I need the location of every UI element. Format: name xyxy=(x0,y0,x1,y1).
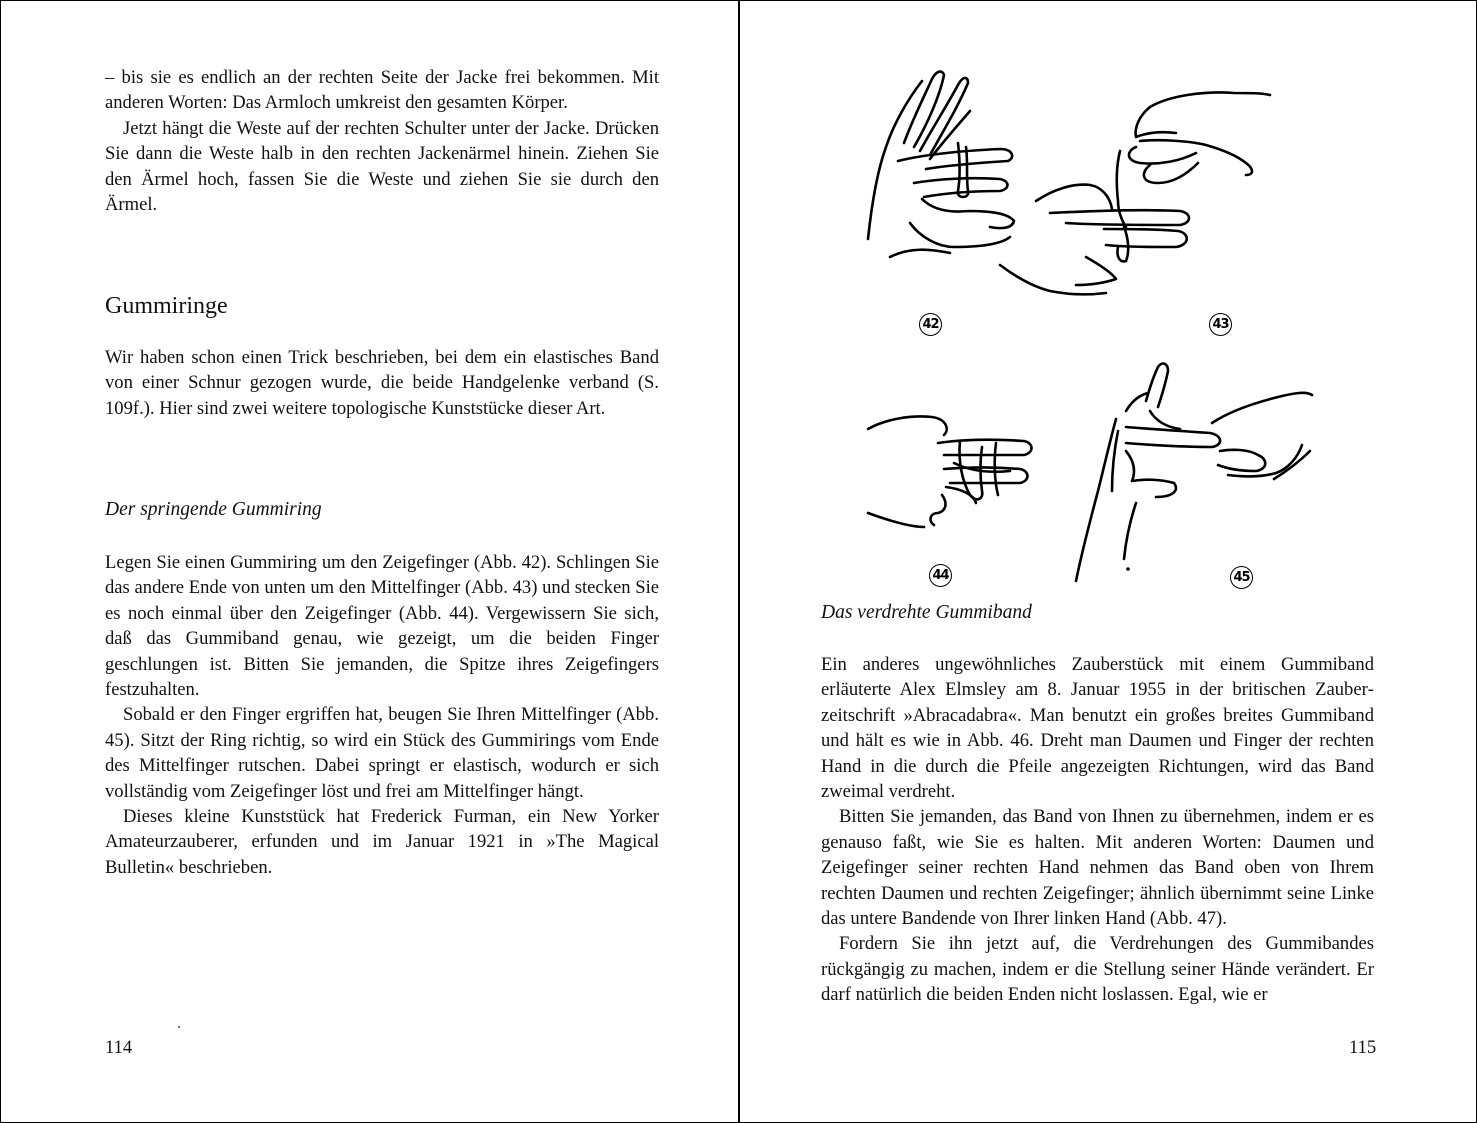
fig45-raised-finger-b xyxy=(1126,393,1148,411)
fig43-finger-b xyxy=(1144,163,1198,183)
print-speck xyxy=(178,1026,180,1028)
page-number: 114 xyxy=(105,1037,133,1058)
fig42-lower xyxy=(890,250,950,257)
fig42-finger-2 xyxy=(904,72,944,147)
subsection-heading: Der springende Gummiring xyxy=(105,499,322,520)
fig45-other-fingers xyxy=(1218,450,1265,471)
figure-number-44: 44 xyxy=(929,564,952,587)
fig44-top xyxy=(868,417,947,436)
fig45-wrist xyxy=(1124,503,1136,559)
fig43-finger-a xyxy=(1129,147,1196,164)
right-body xyxy=(821,652,1374,1008)
fig43-band xyxy=(1117,151,1126,227)
fig44-thumb xyxy=(931,495,946,525)
paragraph: Fordern Sie ihn jetzt auf, die Verdrehungen des Gummibandes rückgängig zu machen, indem er die Stellung seiner Hände verändert. Er darf natürlich die beiden Enden nicht loslassen. Egal, wie er xyxy=(821,933,1374,1006)
section-intro xyxy=(105,345,659,421)
paragraph: Wir haben schon einen Trick beschrieben, bei dem ein elastisches Band von einer Schnur gezogen wurde, die beide Handgelenke verband (S. 109f.). Hier sind zwei weitere topologische Kunststücke dieser Art. xyxy=(105,347,659,419)
paragraph: Dieses kleine Kunststück hat Frederick Furman, ein New Yorker Amateurzauberer, erfunden und im Januar 1921 in »The Magical Bulletin« beschrieben. xyxy=(105,806,659,878)
fig44-middle xyxy=(944,468,1028,484)
figure-number-43: 43 xyxy=(1209,313,1232,336)
paragraph: Ein anderes ungewöhnliches Zauberstück mit einem Gummiband erläuterte Alex Elmsley am 8. Januar 1955 in der britischen Zauberzeitschrift »Abracadabra«. Man benutzt ein großes breites Gummiband und hält es wie in Abb. 46. Dreht man Daumen und Finger der rechten Hand in die durch die Pfeile angezeigten Richtungen, wird das Band zweimal verdreht. xyxy=(821,654,1374,803)
fig43-left-thumb xyxy=(1076,257,1116,285)
left-top-text xyxy=(105,65,659,217)
fig45-other-wrist xyxy=(1274,451,1310,479)
fig42-index xyxy=(898,149,1012,169)
figure-42-drawing xyxy=(868,72,1014,257)
hand-illustrations xyxy=(850,51,1350,601)
fig43-top-hand xyxy=(1150,93,1270,107)
fig45-index xyxy=(1126,427,1220,447)
fig42-finger-1 xyxy=(868,81,922,239)
fig42-palm xyxy=(922,199,1014,228)
figure-number-45: 45 xyxy=(1230,566,1253,589)
fig45-palm xyxy=(1126,451,1176,497)
fig43-top-thumb xyxy=(1136,107,1176,137)
subsection-heading: Das verdrehte Gummiband xyxy=(821,602,1032,623)
section-heading: Gummiringe xyxy=(105,293,228,319)
fig44-index xyxy=(938,440,1032,455)
fig45-hand-left-inner xyxy=(1112,431,1118,491)
subsection-body xyxy=(105,550,659,880)
paragraph: Legen Sie einen Gummiring um den Zeigefinger (Abb. 42). Schlingen Sie das andere Ende von unten um den Mittelfinger (Abb. 43) und stecken Sie es noch einmal über den Zeigefinger (Abb. 44). Vergewissern Sie sich, daß das Gummiband genau, wie gezeigt, um die beiden Finger geschlungen ist. Bitten Sie jemanden, die Spitze ihres Zeigefingers festzuhalten. xyxy=(105,552,659,701)
right-page xyxy=(740,1,1476,1122)
page-number: 115 xyxy=(1349,1037,1377,1058)
figure-44-drawing xyxy=(868,417,1032,528)
fig45-dot xyxy=(1126,567,1130,571)
fig44-lower xyxy=(868,513,924,527)
paragraph: Jetzt hängt die Weste auf der rechten Schulter unter der Jacke. Drücken Sie dann die Weste halb in den rechten Jackenärmel hinein. Ziehen Sie den Ärmel hoch, fassen Sie die Weste und ziehen Sie sie durch den Ärmel. xyxy=(105,117,659,216)
fig43-left-middle xyxy=(1104,229,1187,247)
fig43-band-loop xyxy=(1117,227,1128,261)
figure-number-42: 42 xyxy=(919,313,942,336)
fig45-band xyxy=(1150,411,1180,429)
paragraph: Sobald er den Finger ergriffen hat, beugen Sie Ihren Mittelfinger (Abb. 45). Sitzt der Ring richtig, so wird ein Stück des Gummirings vom Ende des Mittelfinger rutschen. Dabei springt er elastisch, wodurch er sich vollständig vom Zeigefinger löst und frei am Mittelfinger hängt. xyxy=(105,704,659,802)
fig43-left-wrist xyxy=(1000,265,1106,294)
fig45-raised-finger-a xyxy=(1146,364,1168,407)
figure-43-drawing xyxy=(1000,93,1270,295)
left-page xyxy=(1,1,738,1122)
figure-45-drawing xyxy=(1076,364,1312,581)
fig43-top-knuckles xyxy=(1140,140,1252,175)
paragraph: Bitten Sie jemanden, das Band von Ihnen zu übernehmen, indem er es genauso faßt, wie Sie es halten. Mit anderen Worten: Daumen und Zeigefinger seiner rechten Hand nehmen das Band oben von Ihrem rechten Daumen und rechten Zeigefinger; ähnlich übernimmt seine Linke das untere Bandende von Ihrer linken Hand (Abb. 47). xyxy=(821,806,1374,930)
fig43-left-hand-top xyxy=(1036,185,1112,209)
fig42-middle xyxy=(914,178,1008,197)
fig45-other-hand xyxy=(1212,393,1312,423)
fig45-hand-left xyxy=(1076,419,1116,581)
paragraph: – bis sie es endlich an der rechten Seite der Jacke frei bekommen. Mit anderen Worten: Das Armloch umkreist den gesamten Körper. xyxy=(105,67,659,114)
